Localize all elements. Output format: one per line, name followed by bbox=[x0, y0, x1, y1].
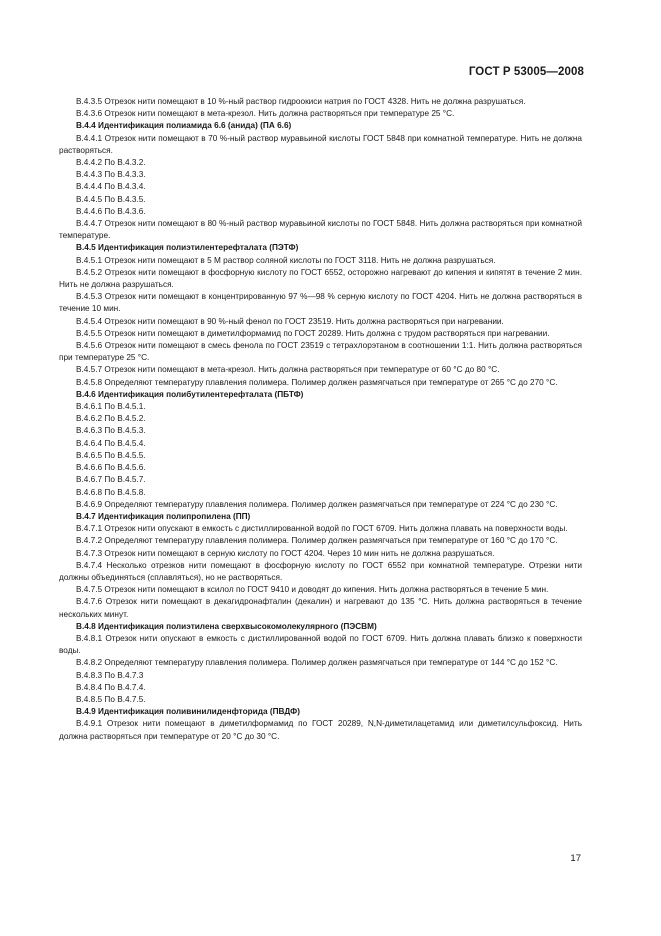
paragraph: В.4.6.7 По В.4.5.7. bbox=[76, 475, 146, 485]
paragraph: В.4.6.1 По В.4.5.1. bbox=[76, 402, 146, 412]
paragraph: В.4.7.4 Несколько отрезков нити помещают в фосфорную кислоту по ГОСТ 6552 при комнатной температуре. Отрезки нити должны объединяться (сплавляться), но не растворяться. bbox=[59, 560, 582, 582]
paragraph: В.4.5.3 Отрезок нити помещают в концентрированную 97 %—98 % серную кислоту по ГОСТ 4204. Нить не должна растворяться в течение 10 мин. bbox=[59, 292, 582, 314]
paragraph: В.4.5.7 Отрезок нити помещают в мета-крезол. Нить должна растворяться при температуре от 60 °С до 80 °С. bbox=[76, 365, 500, 375]
paragraph: В.4.6.8 По В.4.5.8. bbox=[76, 487, 146, 497]
paragraph: В.4.5.8 Определяют температуру плавления полимера. Полимер должен размягчаться при температуре от 265 °С до 270 °С. bbox=[76, 377, 558, 387]
section-heading: В.4.9 Идентификация поливинилиденфторида (ПВДФ) bbox=[76, 707, 300, 717]
paragraph: В.4.5.2 Отрезок нити помещают в фосфорную кислоту по ГОСТ 6552, осторожно нагревают до кипения и кипятят в течение 2 мин. Нить не должна разрушаться. bbox=[59, 267, 582, 290]
paragraph: В.4.6.9 Определяют температуру плавления полимера. Полимер должен размягчаться при температуре от 224 °С до 230 °С. bbox=[76, 499, 558, 509]
paragraph: В.4.4.6 По В.4.3.6. bbox=[76, 206, 146, 216]
page-number: 17 bbox=[570, 853, 581, 864]
paragraph: В.4.9.1 Отрезок нити помещают в диметилформамид по ГОСТ 20289, N,N-диметилацетамид или диметилсульфоксид. Нить должна растворяться при температуре от 20 °С до 30 °С. bbox=[59, 719, 582, 741]
paragraph: В.4.6.6 По В.4.5.6. bbox=[76, 463, 146, 473]
paragraph: В.4.4.1 Отрезок нити помещают в 70 %-ный раствор муравьиной кислоты ГОСТ 5848 при комнатной температуре. Нить не должна растворяться. bbox=[59, 133, 582, 155]
paragraph: В.4.7.5 Отрезок нити помещают в ксилол по ГОСТ 9410 и доводят до кипения. Нить должна растворяться в течение 5 мин. bbox=[76, 585, 549, 595]
paragraph: В.4.3.5 Отрезок нити помещают в 10 %-ный раствор гидроокиси натрия по ГОСТ 4328. Нить не должна разрушаться. bbox=[76, 97, 526, 106]
section-heading: В.4.6 Идентификация полибутилентерефталата (ПБТФ) bbox=[76, 389, 304, 399]
paragraph: В.4.4.3 По В.4.3.3. bbox=[76, 170, 146, 180]
paragraph: В.4.8.1 Отрезок нити опускают в емкость с дистиллированной водой по ГОСТ 6709. Нить должна плавать близко к поверхности воды. bbox=[59, 633, 582, 656]
document-header: ГОСТ Р 53005—2008 bbox=[468, 66, 584, 78]
paragraph: В.4.4.5 По В.4.3.5. bbox=[76, 194, 146, 204]
paragraph: В.4.7.2 Определяют температуру плавления полимера. Полимер должен размягчаться при температуре от 160 °С до 170 °С. bbox=[76, 536, 558, 546]
paragraph: В.4.5.1 Отрезок нити помещают в 5 М раствор соляной кислоты по ГОСТ 3118. Нить не должна разрушаться. bbox=[76, 255, 496, 265]
section-heading: В.4.4 Идентификация полиамида 6.6 (анида) (ПА 6.6) bbox=[76, 121, 292, 131]
paragraph: В.4.3.6 Отрезок нити помещают в мета-крезол. Нить должна растворяться при температуре 25 °С. bbox=[76, 109, 455, 119]
document-body bbox=[59, 96, 582, 743]
paragraph: В.4.8.2 Определяют температуру плавления полимера. Полимер должен размягчаться при температуре от 144 °С до 152 °С. bbox=[76, 658, 558, 668]
paragraph: В.4.5.5 Отрезок нити помещают в диметилформамид по ГОСТ 20289. Нить должна с трудом растворяться при нагревании. bbox=[76, 328, 550, 338]
paragraph: В.4.6.3 По В.4.5.3. bbox=[76, 426, 146, 436]
section-heading: В.4.8 Идентификация полиэтилена сверхвысокомолекулярного (ПЭСВМ) bbox=[76, 621, 377, 631]
paragraph: В.4.7.6 Отрезок нити помещают в декагидронафталин (декалин) и нагревают до 135 °С. Нить должна растворяться в течение нескольких минут. bbox=[59, 597, 582, 619]
paragraph: В.4.5.6 Отрезок нити помещают в смесь фенола по ГОСТ 23519 с тетрахлорэтаном в соотношении 1:1. Нить должна растворяться при температуре 25 °С. bbox=[59, 341, 582, 363]
paragraph: В.4.4.2 По В.4.3.2. bbox=[76, 158, 146, 168]
paragraph: В.4.4.7 Отрезок нити помещают в 80 %-ный раствор муравьиной кислоты по ГОСТ 5848. Нить должна растворяться при комнатной температуре. bbox=[59, 219, 582, 241]
paragraph: В.4.8.3 По В.4.7.3 bbox=[76, 670, 144, 680]
paragraph: В.4.8.5 По В.4.7.5. bbox=[76, 694, 146, 704]
paragraph: В.4.8.4 По В.4.7.4. bbox=[76, 682, 146, 692]
paragraph: В.4.6.5 По В.4.5.5. bbox=[76, 450, 146, 460]
paragraph: В.4.5.4 Отрезок нити помещают в 90 %-ный фенол по ГОСТ 23519. Нить должна растворяться при нагревании. bbox=[76, 316, 504, 326]
paragraph: В.4.6.2 По В.4.5.2. bbox=[76, 414, 146, 424]
paragraph: В.4.7.1 Отрезок нити опускают в емкость с дистиллированной водой по ГОСТ 6709. Нить должна плавать на поверхности воды. bbox=[76, 524, 568, 534]
paragraph: В.4.4.4 По В.4.3.4. bbox=[76, 182, 146, 192]
paragraph: В.4.7.3 Отрезок нити помещают в серную кислоту по ГОСТ 4204. Через 10 мин нить не должна разрушаться. bbox=[76, 548, 495, 558]
section-heading: В.4.5 Идентификация полиэтилентерефталата (ПЭТФ) bbox=[76, 243, 299, 253]
paragraph: В.4.6.4 По В.4.5.4. bbox=[76, 438, 146, 448]
section-heading: В.4.7 Идентификация полипропилена (ПП) bbox=[76, 511, 251, 521]
